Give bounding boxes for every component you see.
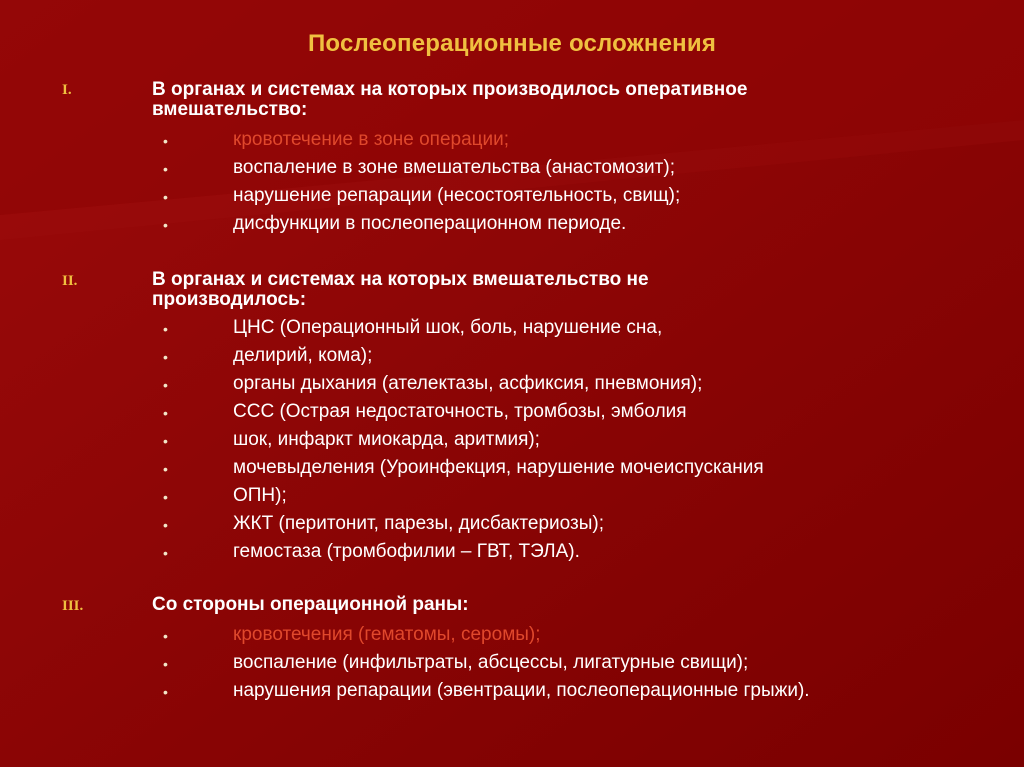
section-heading-line: вмешательство:: [152, 99, 308, 120]
list-item: мочевыделения (Уроинфекция, нарушение мочеиспускания: [233, 457, 764, 478]
list-item: воспаление в зоне вмешательства (анастомозит);: [233, 157, 675, 178]
section-heading-line: Со стороны операционной раны:: [152, 594, 469, 615]
list-item: дисфункции в послеоперационном периоде.: [233, 213, 627, 234]
list-item: ЦНС (Операционный шок, боль, нарушение сна,: [233, 317, 663, 338]
section-heading: [152, 270, 952, 310]
bullet-icon: •: [163, 517, 168, 533]
bullet-icon: •: [163, 545, 168, 561]
list-item: ССС (Острая недостаточность, тромбозы, эмболия: [233, 401, 687, 422]
bullet-icon: •: [163, 433, 168, 449]
list-item: кровотечение в зоне операции;: [233, 129, 510, 150]
bullet-icon: •: [163, 656, 168, 672]
section-numeral: II.: [62, 273, 78, 289]
bullet-icon: •: [163, 377, 168, 393]
section-heading: [152, 80, 952, 120]
bullet-icon: •: [163, 189, 168, 205]
bullet-icon: •: [163, 161, 168, 177]
bullet-icon: •: [163, 217, 168, 233]
section-heading-line: В органах и системах на которых производилось оперативное: [152, 79, 748, 100]
section-numeral: I.: [62, 82, 72, 98]
bullet-icon: •: [163, 489, 168, 505]
section-numeral: III.: [62, 598, 84, 614]
list-item: воспаление (инфильтраты, абсцессы, лигатурные свищи);: [233, 652, 749, 673]
section-heading: [152, 595, 952, 615]
list-item: нарушение репарации (несостоятельность, свищ);: [233, 185, 681, 206]
list-item: кровотечения (гематомы, серомы);: [233, 624, 541, 645]
list-item: делирий, кома);: [233, 345, 373, 366]
section-heading-line: производилось:: [152, 289, 307, 310]
section-heading-line: В органах и системах на которых вмешательство не: [152, 269, 649, 290]
slide-title: Послеоперационные осложнения: [307, 30, 717, 57]
list-item: ОПН);: [233, 485, 287, 506]
bullet-icon: •: [163, 349, 168, 365]
bullet-icon: •: [163, 628, 168, 644]
list-item: органы дыхания (ателектазы, асфиксия, пневмония);: [233, 373, 703, 394]
bullet-icon: •: [163, 321, 168, 337]
list-item: нарушения репарации (эвентрации, послеоперационные грыжи).: [233, 680, 810, 701]
list-item: ЖКТ (перитонит, парезы, дисбактериозы);: [233, 513, 604, 534]
bullet-icon: •: [163, 461, 168, 477]
bullet-icon: •: [163, 133, 168, 149]
list-item: гемостаза (тромбофилии – ГВТ, ТЭЛА).: [233, 541, 580, 562]
bullet-icon: •: [163, 405, 168, 421]
list-item: шок, инфаркт миокарда, аритмия);: [233, 429, 540, 450]
bullet-icon: •: [163, 684, 168, 700]
